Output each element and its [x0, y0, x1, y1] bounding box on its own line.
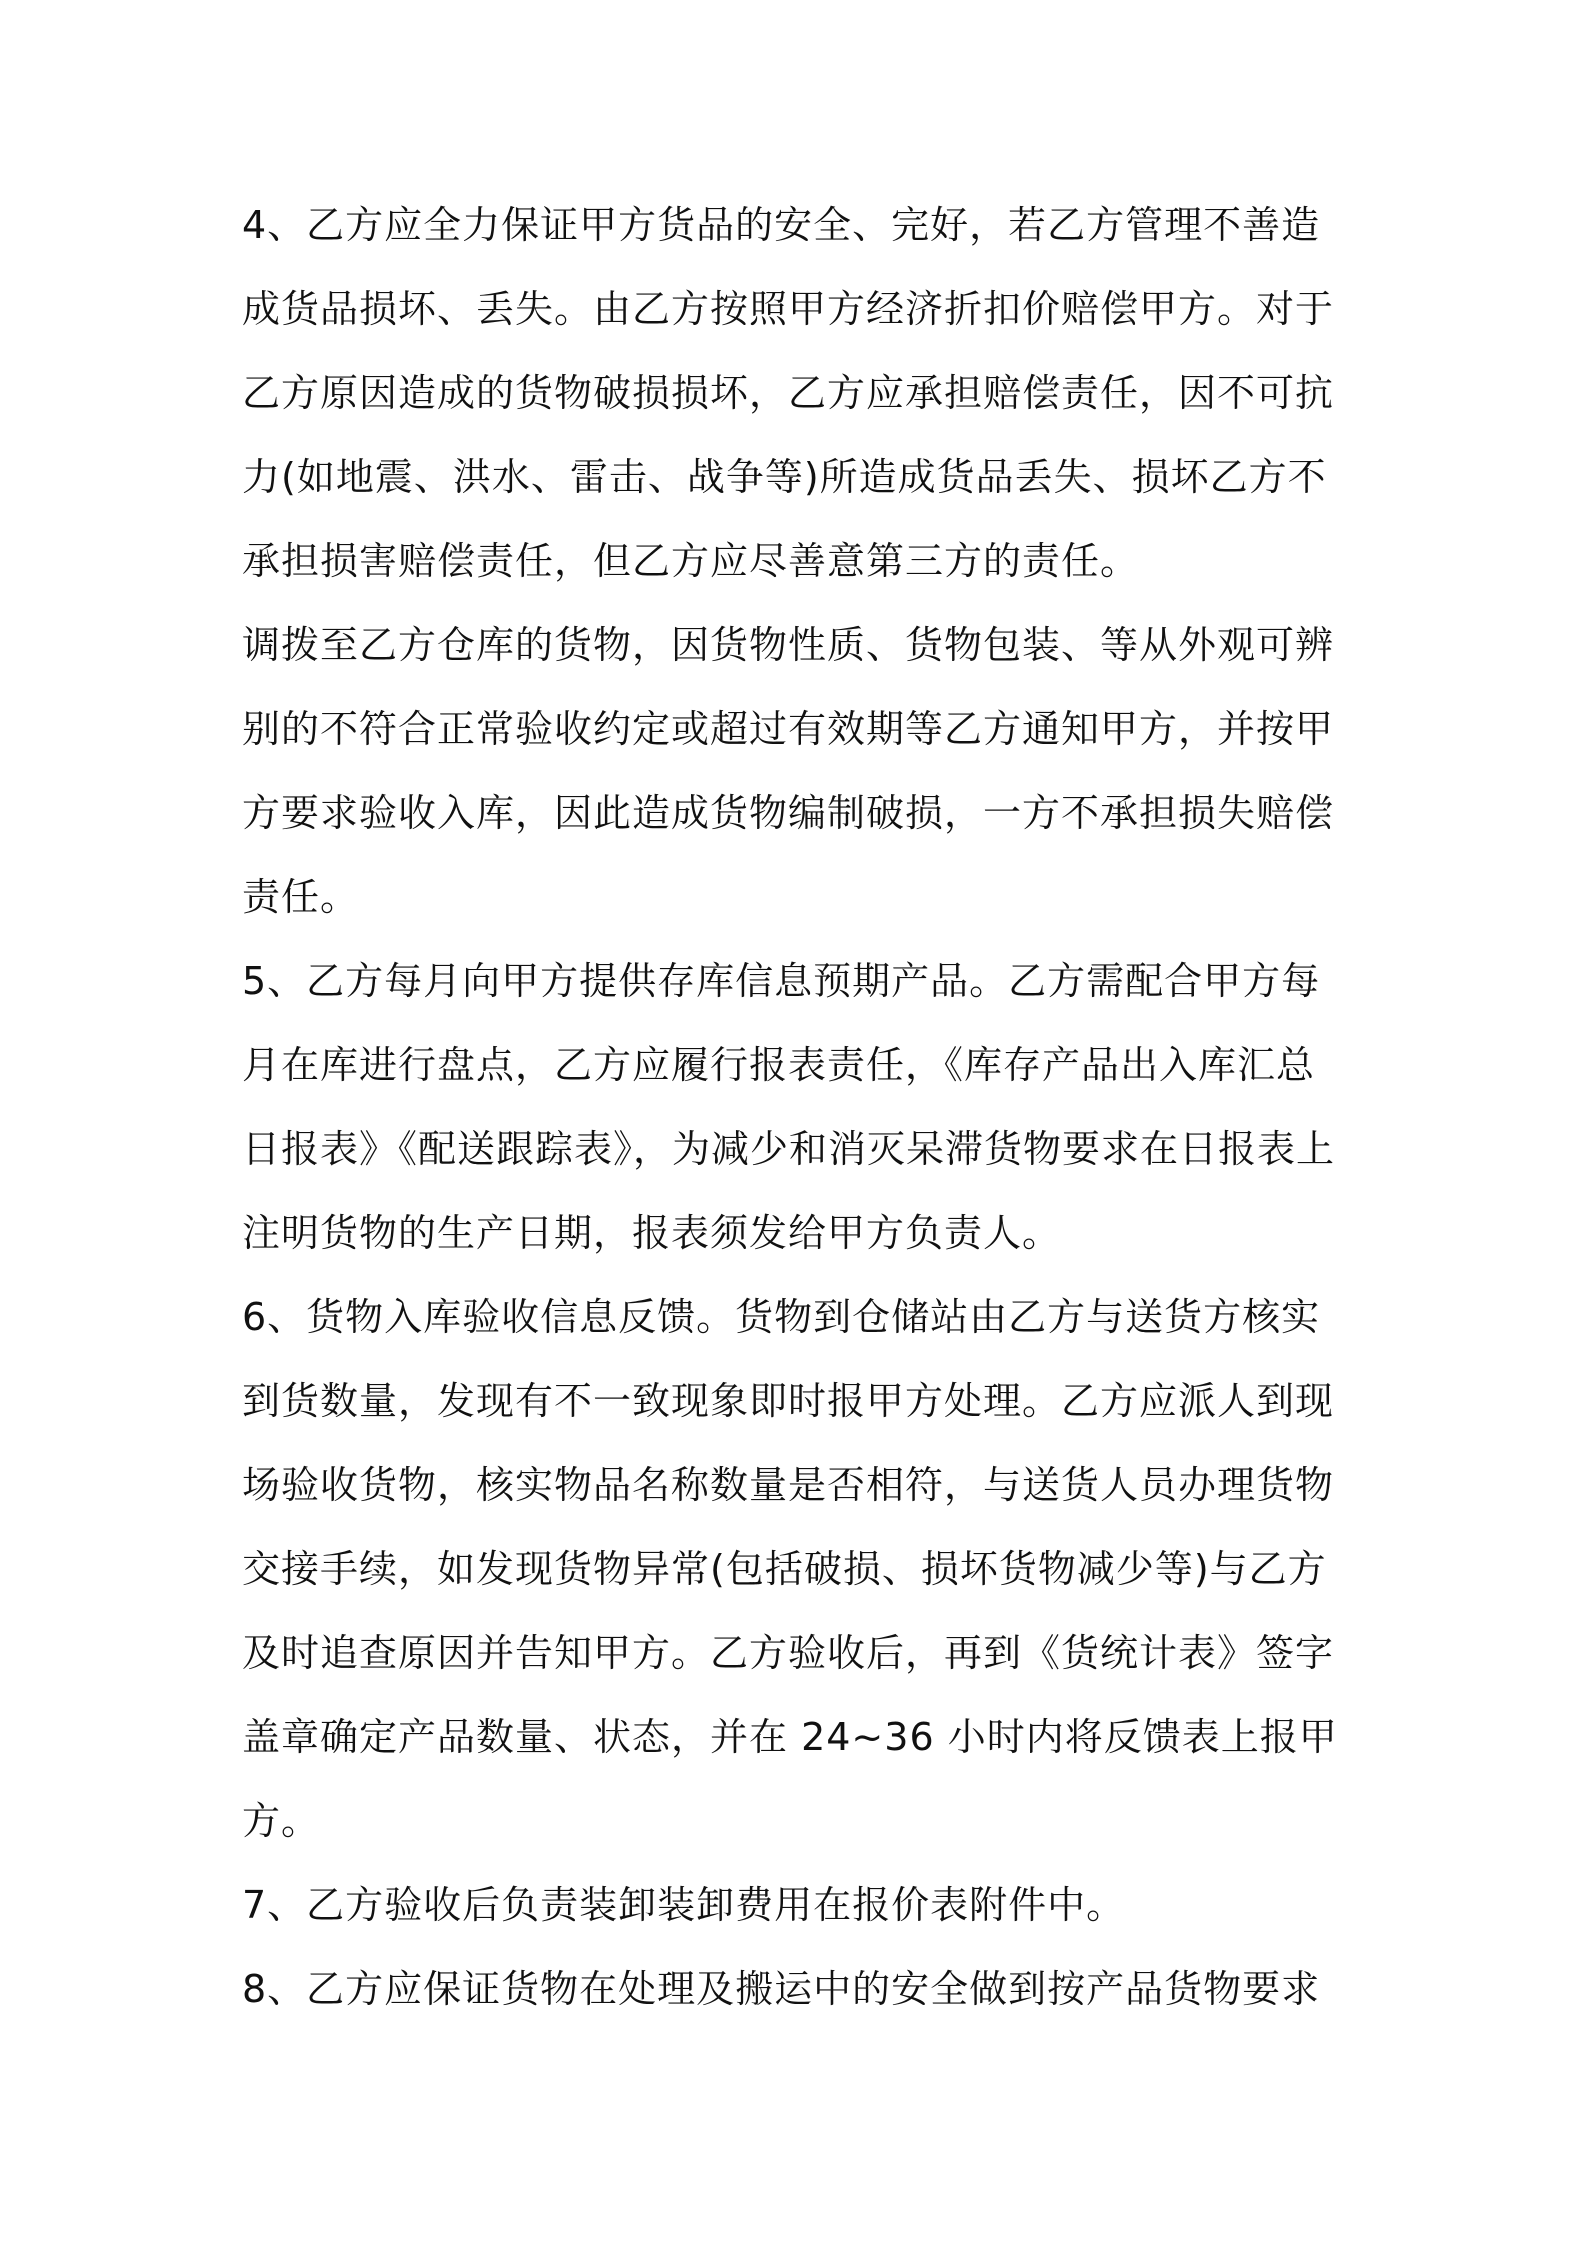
- text-line: 4、乙方应全力保证甲方货品的安全、完好，若乙方管理不善造: [242, 203, 1321, 247]
- text-line: 成货品损坏、丢失。由乙方按照甲方经济折扣价赔偿甲方。对于: [242, 287, 1335, 331]
- text-line: 及时追查原因并告知甲方。乙方验收后，再到《货统计表》签字: [242, 1631, 1335, 1675]
- text-line: 6、货物入库验收信息反馈。货物到仓储站由乙方与送货方核实: [242, 1295, 1321, 1339]
- text-line: 承担损害赔偿责任，但乙方应尽善意第三方的责任。: [242, 539, 1140, 583]
- text-line: 方要求验收入库，因此造成货物编制破损，一方不承担损失赔偿: [242, 791, 1335, 835]
- text-line: 交接手续，如发现货物异常(包括破损、损坏货物减少等)与乙方: [242, 1547, 1327, 1591]
- text-line: 7、乙方验收后负责装卸装卸费用在报价表附件中。: [242, 1883, 1126, 1927]
- text-line: 盖章确定产品数量、状态，并在 24~36 小时内将反馈表上报甲: [242, 1715, 1338, 1759]
- text-line: 场验收货物，核实物品名称数量是否相符，与送货人员办理货物: [242, 1463, 1335, 1507]
- text-line: 方。: [242, 1799, 321, 1843]
- text-line: 月在库进行盘点，乙方应履行报表责任，《库存产品出入库汇总: [242, 1043, 1316, 1087]
- text-line: 乙方原因造成的货物破损损坏，乙方应承担赔偿责任，因不可抗: [242, 371, 1335, 415]
- text-line: 注明货物的生产日期，报表须发给甲方负责人。: [242, 1211, 1062, 1255]
- text-line: 到货数量，发现有不一致现象即时报甲方处理。乙方应派人到现: [242, 1379, 1335, 1423]
- text-line: 力(如地震、洪水、雷击、战争等)所造成货品丢失、损坏乙方不: [242, 455, 1327, 499]
- text-line: 日报表》《配送跟踪表》，为减少和消灭呆滞货物要求在日报表上: [242, 1127, 1336, 1171]
- text-line: 5、乙方每月向甲方提供存库信息预期产品。乙方需配合甲方每: [242, 959, 1321, 1003]
- text-line: 调拨至乙方仓库的货物，因货物性质、货物包装、等从外观可辨: [242, 623, 1335, 667]
- text-line: 别的不符合正常验收约定或超过有效期等乙方通知甲方，并按甲: [242, 707, 1335, 751]
- text-line: 责任。: [242, 875, 360, 919]
- text-line: 8、乙方应保证货物在处理及搬运中的安全做到按产品货物要求: [242, 1967, 1321, 2011]
